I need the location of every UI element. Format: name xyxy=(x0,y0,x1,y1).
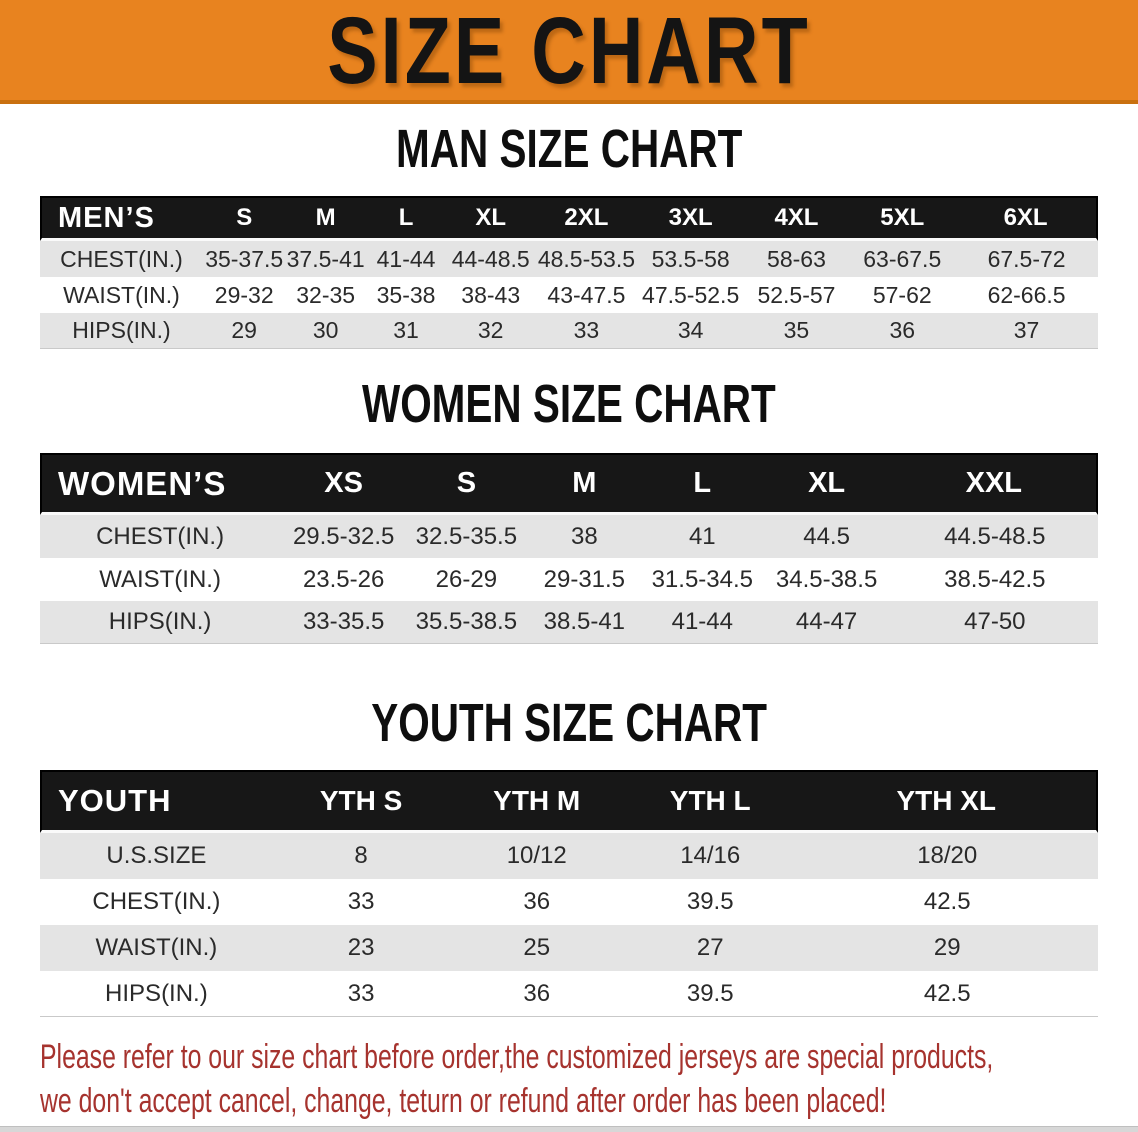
size-cell: 44.5-48.5 xyxy=(892,515,1098,558)
bottom-edge-strip xyxy=(0,1126,1138,1132)
women-size-xs: XS xyxy=(280,453,407,515)
size-cell: 29 xyxy=(203,313,286,349)
men-header-row xyxy=(40,196,1098,241)
row-label: U.S.SIZE xyxy=(40,833,273,879)
size-cell: 37.5-41 xyxy=(285,241,365,277)
men-size-table xyxy=(40,196,1098,349)
size-cell: 38.5-41 xyxy=(526,601,643,644)
page-title: SIZE CHART xyxy=(327,0,811,104)
men-size-l: L xyxy=(366,196,446,241)
size-cell: 26-29 xyxy=(407,558,525,601)
row-label: WAIST(IN.) xyxy=(40,277,203,313)
size-cell: 42.5 xyxy=(796,879,1098,925)
size-cell: 44-48.5 xyxy=(446,241,535,277)
size-cell: 29-32 xyxy=(203,277,286,313)
men-size-5xl: 5XL xyxy=(849,196,955,241)
order-disclaimer xyxy=(40,1035,1138,1123)
size-cell: 58-63 xyxy=(744,241,850,277)
size-cell: 25 xyxy=(449,925,624,971)
youth-size-table xyxy=(40,770,1098,1017)
women-header-label: WOMEN’S xyxy=(40,453,280,515)
size-cell: 37 xyxy=(955,313,1098,349)
size-cell: 29-31.5 xyxy=(526,558,643,601)
size-cell: 42.5 xyxy=(796,971,1098,1017)
row-label: CHEST(IN.) xyxy=(40,241,203,277)
size-cell: 34.5-38.5 xyxy=(762,558,892,601)
size-cell: 62-66.5 xyxy=(955,277,1098,313)
women-size-l: L xyxy=(643,453,761,515)
size-cell: 29.5-32.5 xyxy=(280,515,407,558)
men-size-4xl: 4XL xyxy=(744,196,850,241)
size-cell: 14/16 xyxy=(624,833,796,879)
size-cell: 36 xyxy=(449,971,624,1017)
size-cell: 32.5-35.5 xyxy=(407,515,525,558)
size-cell: 39.5 xyxy=(624,879,796,925)
size-cell: 38.5-42.5 xyxy=(892,558,1098,601)
size-cell: 23.5-26 xyxy=(280,558,407,601)
men-size-m: M xyxy=(285,196,365,241)
youth-size-m: YTH M xyxy=(449,770,624,833)
men-section-heading xyxy=(0,119,1138,180)
disclaimer-line-1: Please refer to our size chart before order,the customized jerseys are special products, xyxy=(40,1038,994,1076)
size-cell: 53.5-58 xyxy=(638,241,744,277)
youth-table-header xyxy=(40,770,1098,833)
women-size-xl: XL xyxy=(762,453,892,515)
men-size-xl: XL xyxy=(446,196,535,241)
size-cell: 36 xyxy=(449,879,624,925)
size-cell: 41 xyxy=(643,515,761,558)
disclaimer-line-2: we don't accept cancel, change, teturn or refund after order has been placed! xyxy=(40,1082,887,1120)
women-size-m: M xyxy=(526,453,643,515)
youth-hips-row xyxy=(40,971,1098,1017)
women-waist-row xyxy=(40,558,1098,601)
size-cell: 8 xyxy=(273,833,450,879)
row-label: CHEST(IN.) xyxy=(40,879,273,925)
size-cell: 47-50 xyxy=(892,601,1098,644)
size-cell: 41-44 xyxy=(366,241,446,277)
row-label: HIPS(IN.) xyxy=(40,601,280,644)
size-cell: 18/20 xyxy=(796,833,1098,879)
women-chest-row xyxy=(40,515,1098,558)
men-table-header xyxy=(40,196,1098,241)
row-label: WAIST(IN.) xyxy=(40,558,280,601)
size-cell: 63-67.5 xyxy=(849,241,955,277)
women-header-row xyxy=(40,453,1098,515)
youth-header-label: YOUTH xyxy=(40,770,273,833)
youth-ussize-row xyxy=(40,833,1098,879)
youth-size-s: YTH S xyxy=(273,770,450,833)
women-section-heading xyxy=(0,374,1138,435)
men-section xyxy=(0,119,1138,349)
men-waist-row xyxy=(40,277,1098,313)
men-size-2xl: 2XL xyxy=(535,196,638,241)
size-cell: 32 xyxy=(446,313,535,349)
size-cell: 38-43 xyxy=(446,277,535,313)
row-label: HIPS(IN.) xyxy=(40,313,203,349)
size-cell: 41-44 xyxy=(643,601,761,644)
size-cell: 38 xyxy=(526,515,643,558)
size-cell: 23 xyxy=(273,925,450,971)
men-section-heading-text: MAN SIZE CHART xyxy=(395,119,743,180)
women-section xyxy=(0,374,1138,644)
men-chest-row xyxy=(40,241,1098,277)
size-cell: 67.5-72 xyxy=(955,241,1098,277)
size-cell: 36 xyxy=(849,313,955,349)
youth-header-row xyxy=(40,770,1098,833)
women-size-xxl: XXL xyxy=(892,453,1098,515)
size-cell: 34 xyxy=(638,313,744,349)
size-cell: 52.5-57 xyxy=(744,277,850,313)
size-chart-banner xyxy=(0,0,1138,104)
men-size-s: S xyxy=(203,196,286,241)
youth-section xyxy=(0,693,1138,1017)
size-cell: 31.5-34.5 xyxy=(643,558,761,601)
women-hips-row xyxy=(40,601,1098,644)
women-table-header xyxy=(40,453,1098,515)
size-cell: 32-35 xyxy=(285,277,365,313)
youth-size-xl: YTH XL xyxy=(796,770,1098,833)
size-cell: 33-35.5 xyxy=(280,601,407,644)
size-cell: 10/12 xyxy=(449,833,624,879)
men-size-6xl: 6XL xyxy=(955,196,1098,241)
size-cell: 39.5 xyxy=(624,971,796,1017)
size-cell: 29 xyxy=(796,925,1098,971)
women-section-heading-text: WOMEN SIZE CHART xyxy=(362,374,776,435)
size-cell: 33 xyxy=(535,313,638,349)
youth-waist-row xyxy=(40,925,1098,971)
size-cell: 35 xyxy=(744,313,850,349)
women-size-table xyxy=(40,453,1098,644)
row-label: CHEST(IN.) xyxy=(40,515,280,558)
men-hips-row xyxy=(40,313,1098,349)
women-size-s: S xyxy=(407,453,525,515)
size-cell: 30 xyxy=(285,313,365,349)
size-cell: 48.5-53.5 xyxy=(535,241,638,277)
size-cell: 44-47 xyxy=(762,601,892,644)
youth-section-heading-text: YOUTH SIZE CHART xyxy=(371,693,767,754)
men-size-3xl: 3XL xyxy=(638,196,744,241)
size-cell: 27 xyxy=(624,925,796,971)
size-cell: 33 xyxy=(273,879,450,925)
size-cell: 35-38 xyxy=(366,277,446,313)
size-cell: 57-62 xyxy=(849,277,955,313)
size-cell: 31 xyxy=(366,313,446,349)
size-cell: 33 xyxy=(273,971,450,1017)
youth-chest-row xyxy=(40,879,1098,925)
youth-section-heading xyxy=(0,693,1138,754)
size-cell: 47.5-52.5 xyxy=(638,277,744,313)
size-cell: 35.5-38.5 xyxy=(407,601,525,644)
youth-size-l: YTH L xyxy=(624,770,796,833)
size-cell: 35-37.5 xyxy=(203,241,286,277)
size-cell: 43-47.5 xyxy=(535,277,638,313)
size-cell: 44.5 xyxy=(762,515,892,558)
men-header-label: MEN’S xyxy=(40,196,203,241)
row-label: HIPS(IN.) xyxy=(40,971,273,1017)
row-label: WAIST(IN.) xyxy=(40,925,273,971)
